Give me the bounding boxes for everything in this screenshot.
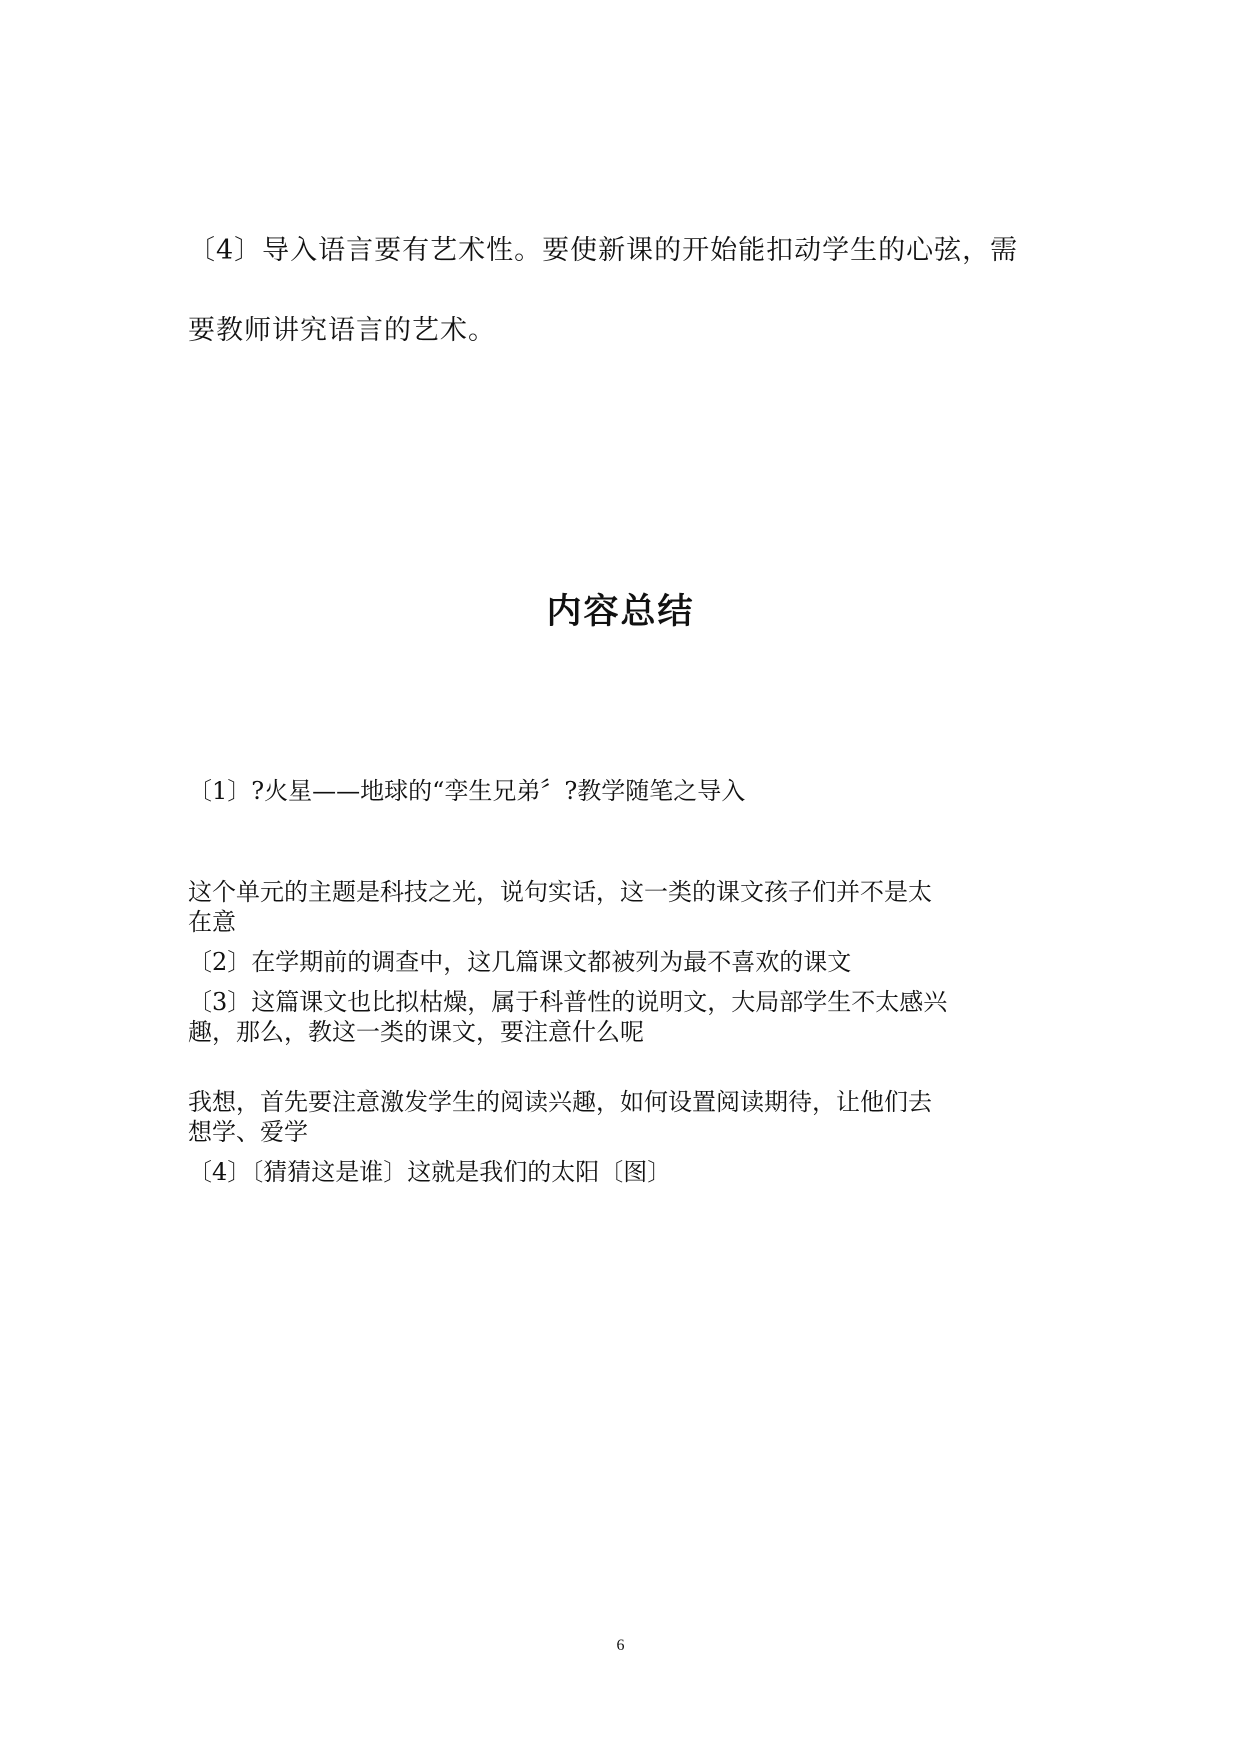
paragraph-line: 〔4〕导入语言要有艺术性。要使新课的开始能扣动学生的心弦，需 (188, 235, 1019, 266)
summary-line: 这个单元的主题是科技之光，说句实话，这一类的课文孩子们并不是太 (188, 878, 932, 906)
summary-line: 在意 (188, 908, 236, 936)
summary-line: 想学、爱学 (188, 1118, 308, 1146)
summary-line: 〔4〕〔猜猜这是谁〕这就是我们的太阳〔图〕 (188, 1158, 672, 1186)
summary-line: 〔3〕这篇课文也比拟枯燥，属于科普性的说明文，大局部学生不太感兴 (188, 988, 948, 1016)
summary-line: 〔1〕?火星——地球的“孪生兄弟〞?教学随笔之导入 (188, 777, 746, 805)
paragraph-line: 要教师讲究语言的艺术。 (188, 315, 496, 346)
page-number: 6 (616, 1637, 625, 1654)
summary-line: 〔2〕在学期前的调查中，这几篇课文都被列为最不喜欢的课文 (188, 948, 852, 976)
summary-line: 我想，首先要注意激发学生的阅读兴趣，如何设置阅读期待，让他们去 (188, 1088, 932, 1116)
summary-line: 趣，那么，教这一类的课文，要注意什么呢 (188, 1018, 644, 1046)
section-heading: 内容总结 (546, 592, 695, 632)
